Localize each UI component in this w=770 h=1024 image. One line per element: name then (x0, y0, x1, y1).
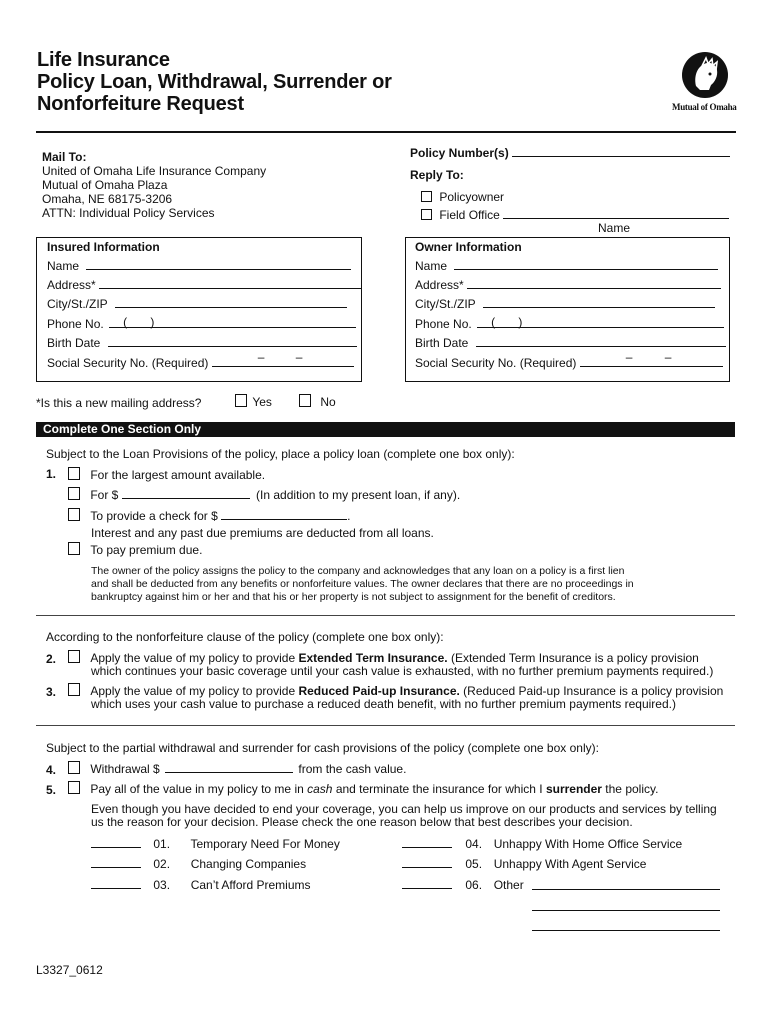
insured-address-input[interactable] (99, 278, 362, 289)
insured-name-input[interactable] (86, 259, 351, 270)
reply-field-office-row (421, 208, 729, 222)
policy-numbers-input[interactable] (512, 146, 730, 157)
extended-term-row (68, 650, 699, 665)
owner-birth-input[interactable] (476, 336, 726, 347)
reduced-paidup-row (68, 683, 723, 698)
reduced-paidup-desc: which uses your cash value to purchase a reduced death benefit, with no further premium payments required.) (91, 697, 676, 711)
surrender-text-c: the policy. (601, 782, 659, 796)
insured-phone-row (47, 317, 356, 331)
withdrawal-amount-input[interactable] (165, 762, 293, 773)
address-line: Omaha, NE 68175-3206 (42, 192, 173, 206)
address-line: ATTN: Individual Policy Services (42, 206, 215, 220)
disclaimer-line: bankruptcy against him or her and that his or her property is not subject to assignment for the benefit of creditors. (91, 591, 616, 603)
reason-02-input[interactable] (91, 857, 141, 868)
indian-head-icon (682, 52, 728, 98)
insured-birth-input[interactable] (108, 336, 357, 347)
reason-row-06 (402, 878, 524, 892)
logo-wordmark: Mutual of Omaha (672, 102, 737, 112)
loan-check-checkbox[interactable] (68, 508, 80, 521)
owner-phone-row (415, 317, 724, 331)
reason-number: 03. (153, 878, 171, 892)
loan-for-note: (In addition to my present loan, if any). (256, 488, 461, 502)
reason-number: 04. (465, 837, 483, 851)
extended-term-checkbox[interactable] (68, 650, 80, 663)
option-number-5: 5. (46, 783, 57, 797)
field-label: Phone No. (47, 317, 104, 331)
field-label: Address* (415, 278, 464, 292)
field-office-name-caption: Name (598, 221, 631, 235)
field-office-label: Field Office (439, 208, 500, 222)
extended-term-title: Extended Term Insurance. (298, 651, 448, 665)
insured-city-row (47, 297, 347, 311)
field-label: Address* (47, 278, 96, 292)
loan-amount-input[interactable] (122, 488, 250, 499)
reason-label: Temporary Need For Money (190, 837, 340, 851)
reduced-paidup-checkbox[interactable] (68, 683, 80, 696)
period: . (347, 509, 351, 523)
field-office-name-input[interactable] (503, 208, 729, 219)
owner-birth-row (415, 336, 726, 350)
extended-term-pre: Apply the value of my policy to provide (90, 651, 299, 665)
surrender-cash: cash (307, 782, 333, 796)
surrender-text-a: Pay all of the value in my policy to me in (90, 782, 308, 796)
option-number-2: 2. (46, 652, 57, 666)
withdrawal-intro: Subject to the partial withdrawal and surrender for cash provisions of the policy (complete one box only): (46, 741, 599, 755)
owner-address-row (415, 278, 721, 292)
option-number-4: 4. (46, 763, 57, 777)
withdrawal-row (68, 761, 406, 776)
reason-label: Unhappy With Home Office Service (493, 837, 683, 851)
field-label: Name (47, 259, 80, 273)
mailing-yes-label: Yes (252, 395, 272, 409)
loan-for-row (68, 487, 460, 502)
address-line: Mutual of Omaha Plaza (42, 178, 168, 192)
loan-for-label: For $ (90, 488, 119, 502)
ssn-dash: – (625, 350, 633, 364)
ssn-dash: – (664, 350, 672, 364)
disclaimer-line: The owner of the policy assigns the policy to the company and acknowledges that any loan on a policy is a first lien (91, 565, 625, 577)
field-label: Social Security No. (Required) (415, 356, 577, 370)
field-label: City/St./ZIP (47, 297, 108, 311)
surrender-checkbox[interactable] (68, 781, 80, 794)
reason-number: 06. (465, 878, 483, 892)
insured-city-input[interactable] (115, 297, 347, 308)
insured-address-row (47, 278, 362, 292)
reason-row-02 (91, 857, 306, 871)
policy-numbers-label: Policy Number(s) (410, 146, 509, 160)
loan-premium-label: To pay premium due. (90, 543, 203, 557)
reason-number: 01. (153, 837, 171, 851)
option-number-1: 1. (46, 467, 57, 481)
insured-birth-row (47, 336, 357, 350)
surrender-text-b: and terminate the insurance for which I (332, 782, 546, 796)
feedback-line: Even though you have decided to end your coverage, you can help us improve on our products and services by telling (91, 802, 717, 816)
form-title (37, 49, 392, 115)
owner-city-row (415, 297, 715, 311)
field-label: Birth Date (47, 336, 101, 350)
section-divider (36, 725, 735, 726)
reply-to-label: Reply To: (410, 168, 464, 182)
loan-premium-checkbox[interactable] (68, 542, 80, 555)
field-office-checkbox[interactable] (421, 209, 432, 220)
reason-05-input[interactable] (402, 857, 452, 868)
owner-city-input[interactable] (483, 297, 715, 308)
loan-check-row (68, 508, 350, 523)
other-reason-line-1[interactable] (532, 879, 720, 890)
reason-row-03 (91, 878, 311, 892)
disclaimer-line: and shall be deducted from any benefits or nonforfeiture values. The owner declares that there are no proceedings in (91, 578, 634, 590)
reason-number: 05. (465, 857, 483, 871)
reason-label: Other (493, 878, 524, 892)
reason-row-04 (402, 837, 682, 851)
loan-intro: Subject to the Loan Provisions of the policy, place a policy loan (complete one box only): (46, 447, 515, 461)
mailing-no-checkbox[interactable] (299, 394, 311, 407)
owner-ssn-row (415, 350, 723, 370)
withdrawal-post: from the cash value. (298, 762, 407, 776)
field-label: Birth Date (415, 336, 469, 350)
loan-interest-note: Interest and any past due premiums are deducted from all loans. (91, 526, 434, 540)
loan-check-label: To provide a check for $ (90, 509, 218, 523)
loan-premium-row (68, 542, 202, 557)
loan-disclaimer (91, 565, 634, 604)
reason-06-input[interactable] (402, 878, 452, 889)
surrender-row (68, 781, 658, 796)
withdrawal-checkbox[interactable] (68, 761, 80, 774)
mail-to-address (42, 164, 266, 220)
reason-label: Can’t Afford Premiums (190, 878, 311, 892)
loan-check-amount-input[interactable] (221, 509, 347, 520)
mailing-yes-checkbox[interactable] (235, 394, 247, 407)
owner-address-input[interactable] (467, 278, 721, 289)
owner-ssn-input[interactable] (580, 350, 723, 367)
ssn-dash: – (295, 350, 303, 364)
form-id: L3327_0612 (36, 963, 103, 977)
reply-policyowner-row (421, 190, 504, 204)
policyowner-label: Policyowner (439, 190, 505, 204)
extended-term-desc: which continues your basic coverage until your cash value is exhausted, with no further premium payments required.) (91, 664, 714, 678)
reduced-paidup-title: Reduced Paid-up Insurance. (298, 684, 460, 698)
loan-largest-label: For the largest amount available. (90, 468, 266, 482)
loan-for-checkbox[interactable] (68, 487, 80, 500)
policy-numbers-row (410, 146, 730, 160)
section-header-bar: Complete One Section Only (36, 422, 735, 437)
title-line-3: Nonforfeiture Request (37, 93, 244, 115)
reason-label: Unhappy With Agent Service (493, 857, 647, 871)
reason-number: 02. (153, 857, 171, 871)
other-reason-line-2[interactable] (532, 900, 720, 911)
owner-phone-input[interactable] (477, 317, 724, 328)
title-rule (36, 131, 736, 133)
reason-label: Changing Companies (190, 857, 307, 871)
reason-01-input[interactable] (91, 837, 141, 848)
option-number-3: 3. (46, 685, 57, 699)
loan-largest-row (68, 467, 265, 482)
withdrawal-label: Withdrawal $ (90, 762, 160, 776)
owner-name-row (415, 259, 718, 273)
title-line-2: Policy Loan, Withdrawal, Surrender or (37, 71, 392, 93)
field-label: Phone No. (415, 317, 472, 331)
surrender-word: surrender (545, 782, 602, 796)
mail-to-label: Mail To: (42, 150, 87, 164)
area-code-paren: ( ) (123, 315, 155, 329)
title-line-1: Life Insurance (37, 49, 170, 71)
extended-term-post: (Extended Term Insurance is a policy provision (447, 651, 699, 665)
address-line: United of Omaha Life Insurance Company (42, 164, 267, 178)
mailing-no-label: No (320, 395, 336, 409)
owner-name-input[interactable] (454, 259, 718, 270)
other-reason-line-3[interactable] (532, 920, 720, 931)
new-mailing-question: *Is this a new mailing address? (36, 396, 202, 410)
reduced-paidup-post: (Reduced Paid-up Insurance is a policy provision (459, 684, 724, 698)
area-code-paren: ( ) (491, 315, 523, 329)
field-label: City/St./ZIP (415, 297, 476, 311)
mailing-no-row (299, 394, 336, 409)
insured-heading: Insured Information (47, 240, 160, 254)
reason-04-input[interactable] (402, 837, 452, 848)
loan-largest-checkbox[interactable] (68, 467, 80, 480)
reason-row-01 (91, 837, 340, 851)
policyowner-checkbox[interactable] (421, 191, 432, 202)
ssn-dash: – (257, 350, 265, 364)
mailing-yes-row (235, 394, 272, 409)
field-label: Name (415, 259, 448, 273)
reason-row-05 (402, 857, 646, 871)
insured-phone-input[interactable] (109, 317, 356, 328)
insured-ssn-row (47, 350, 354, 370)
reduced-paidup-pre: Apply the value of my policy to provide (90, 684, 299, 698)
insured-name-row (47, 259, 351, 273)
section-divider (36, 615, 735, 616)
owner-heading: Owner Information (415, 240, 522, 254)
nonforfeiture-intro: According to the nonforfeiture clause of the policy (complete one box only): (46, 630, 444, 644)
feedback-text (91, 803, 717, 829)
field-label: Social Security No. (Required) (47, 356, 209, 370)
insured-ssn-input[interactable] (212, 350, 354, 367)
reason-03-input[interactable] (91, 878, 141, 889)
feedback-line: us the reason for your decision. Please check the one reason below that best describes your decision. (91, 815, 633, 829)
